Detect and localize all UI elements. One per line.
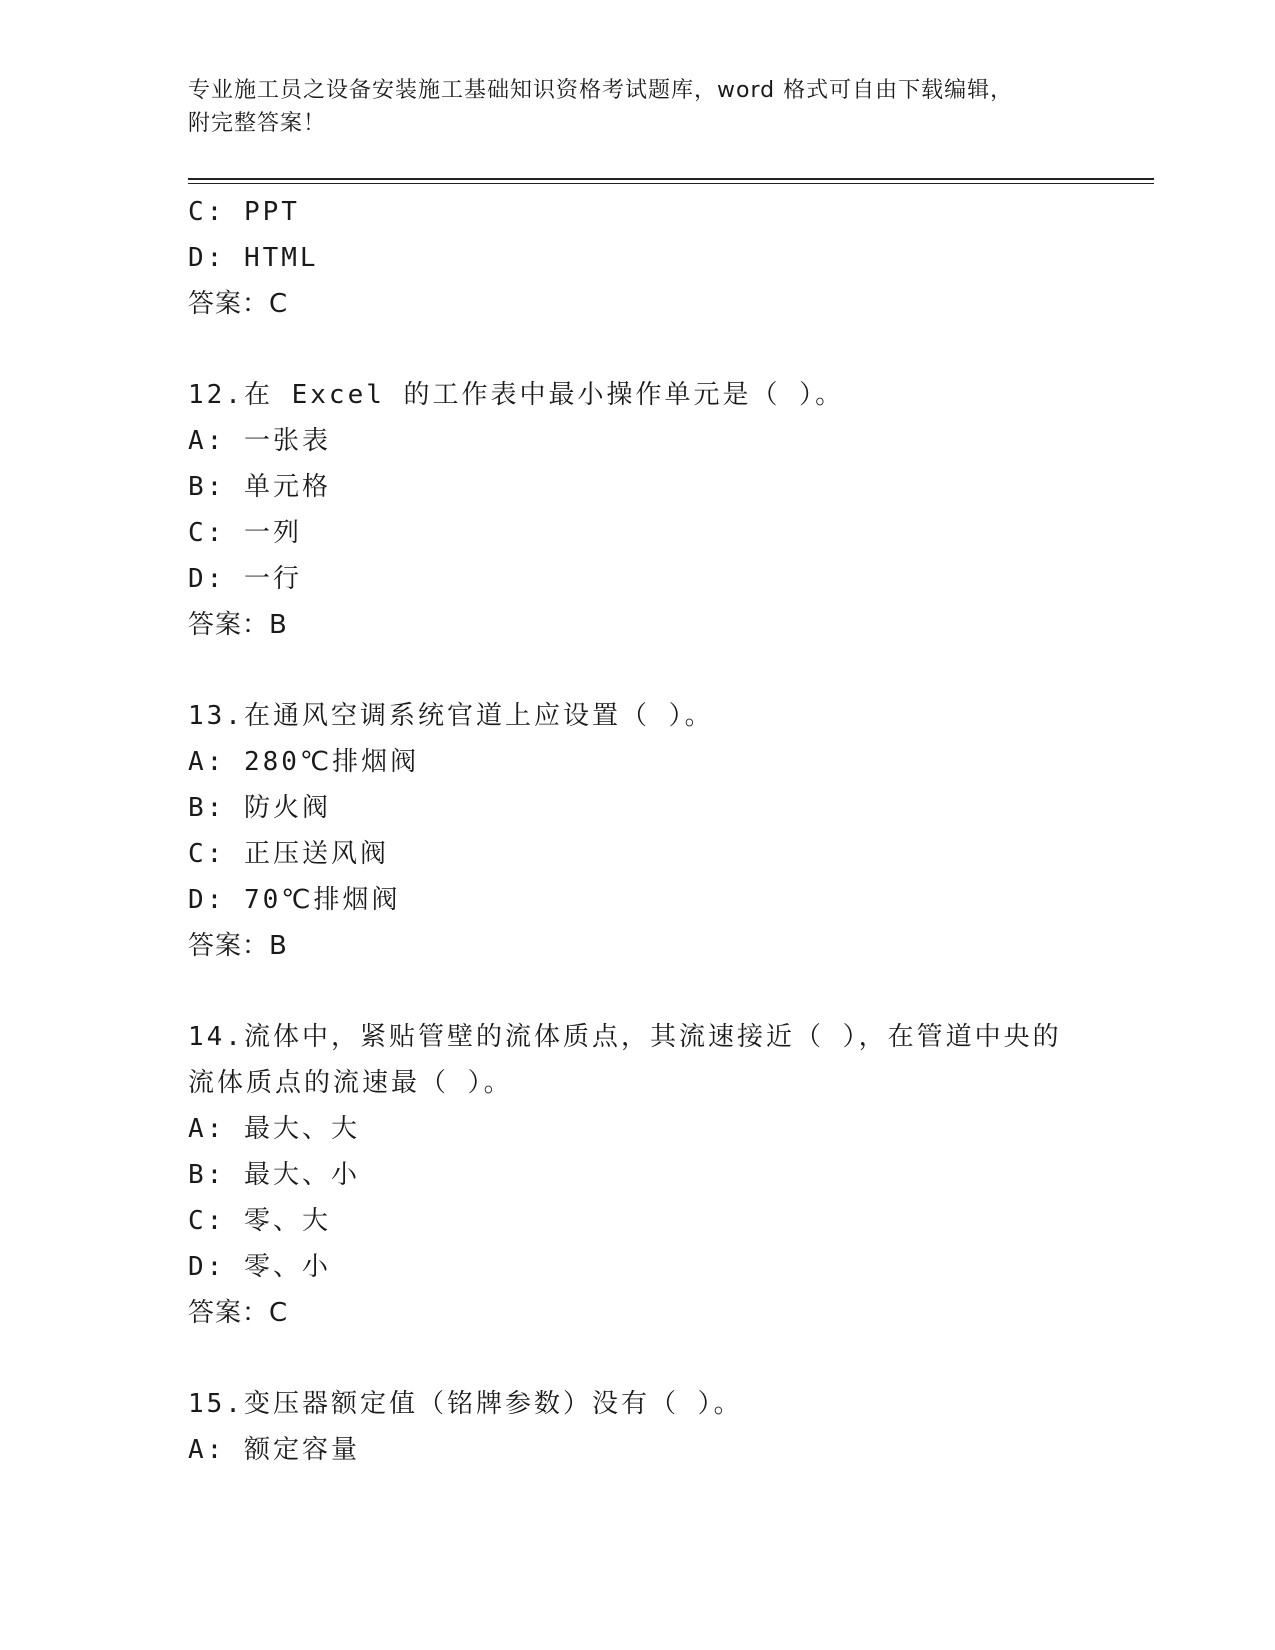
option-b: B: 最大、小 (188, 1160, 360, 1190)
question-list (188, 189, 1088, 1473)
question-block-15 (188, 1381, 1088, 1473)
answer-line: 答案：B (188, 931, 288, 961)
option-a: A: 280℃排烟阀 (188, 747, 420, 777)
option-d: D: 一行 (188, 564, 302, 594)
option-c: C: 零、大 (188, 1206, 331, 1236)
option-c: C: 一列 (188, 518, 302, 548)
option-d: D: HTML (188, 243, 319, 273)
header-divider-thin (188, 183, 1154, 184)
document-header (188, 74, 1088, 140)
option-a: A: 一张表 (188, 426, 331, 456)
block-spacer (188, 969, 1088, 1014)
answer-line: 答案：C (188, 1298, 289, 1328)
question-block-14 (188, 1014, 1088, 1336)
header-line-2: 附完整答案！ (188, 111, 327, 136)
question-block-11 (188, 189, 1088, 327)
question-text: 15.变压器额定值（铭牌参数）没有（ ）。 (188, 1389, 743, 1419)
option-d: D: 零、小 (188, 1252, 331, 1282)
option-d: D: 70℃排烟阀 (188, 885, 401, 915)
question-text-line-2: 流体质点的流速最（ ）。 (188, 1068, 513, 1098)
question-text: 12.在 Excel 的工作表中最小操作单元是（ ）。 (188, 380, 845, 410)
option-a: A: 最大、大 (188, 1114, 360, 1144)
option-c: C: PPT (188, 197, 300, 227)
question-block-12 (188, 372, 1088, 648)
header-line-1: 专业施工员之设备安装施工基础知识资格考试题库，word 格式可自由下载编辑， (188, 78, 1014, 103)
option-c: C: 正压送风阀 (188, 839, 389, 869)
question-block-13 (188, 693, 1088, 969)
header-divider-thick (188, 178, 1154, 180)
option-b: B: 防火阀 (188, 793, 331, 823)
option-a: A: 额定容量 (188, 1435, 360, 1465)
answer-line: 答案：C (188, 289, 289, 319)
question-text: 13.在通风空调系统官道上应设置（ ）。 (188, 701, 714, 731)
question-text-line-1: 14.流体中，紧贴管壁的流体质点，其流速接近（ ），在管道中央的 (188, 1022, 1062, 1052)
block-spacer (188, 1336, 1088, 1381)
block-spacer (188, 327, 1088, 372)
option-b: B: 单元格 (188, 472, 331, 502)
answer-line: 答案：B (188, 610, 288, 640)
block-spacer (188, 648, 1088, 693)
